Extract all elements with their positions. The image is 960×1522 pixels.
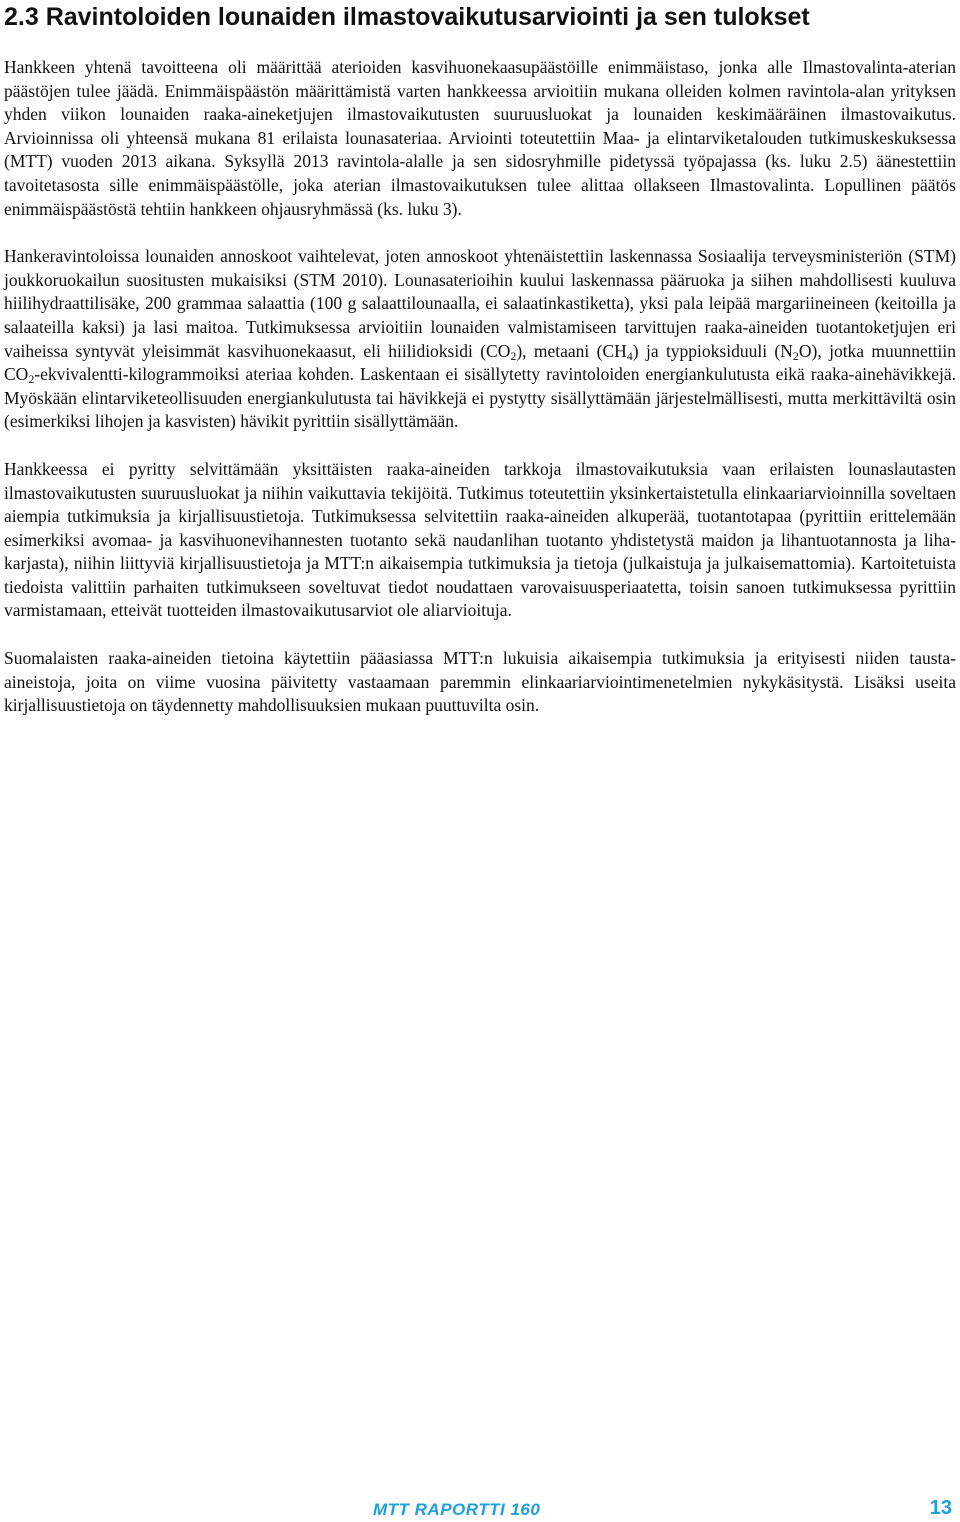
paragraph-2-text: Hankeravintoloissa lounaiden annoskoot vaihtelevat, joten annoskoot yhtenäistettiin laskennassa Sosiaalija terveysministeriön (STM) joukkoruokailun suositusten mukaisiksi (STM 2010). Lounasaterioihin kuului laskennassa pääruoka ja siihen mahdollisesti kuuluva hiilihydraattilisäke, 200 grammaa salaattia (100 g salaattilounaalla, ei salaatinkastiketta), yksi pala leipää margariineineen (keitoilla ja salaateilla kaksi) ja lasi maitoa. Tutkimuksessa arvioitiin lounaiden valmistamiseen tarvittujen raaka-aineiden tuotantoketjujen eri vaiheissa syntyvät yleisimmät kasvihuonekaasut, eli hiilidioksidi (CO [4,246,956,361]
paragraph-1: Hankkeen yhtenä tavoitteena oli määrittää aterioiden kasvihuonekaasupäästöille enimmäistaso, jonka alle Ilmastovalinta-aterian päästöjen tulee jäädä. Enimmäispäästön määrittämistä varten hankkeessa arvioitiin mukana olleiden kolmen ravintola-alan yrityksen yhden viikon lounaiden raaka-aineketjujen ilmastovaikutusten suuruusluokat ja lounaiden keskimääräinen ilmastovaikutus. Arvioinnissa oli yhteensä mukana 81 erilaista lounasateriaa. Arviointi toteutettiin Maa- ja elintarviketalouden tutkimuskeskuksessa (MTT) vuoden 2013 aikana. Syksyllä 2013 ravintola-alalle ja sen sidosryhmille pidetyssä työpajassa (ks. luku 2.5) äänestettiin tavoitetasosta sille enimmäispäästölle, joka aterian ilmastovaikutuksen tulee alittaa ollakseen Ilmastovalinta. Lopullinen päätös enimmäispäästöstä tehtiin hankkeen ohjausryhmässä (ks. luku 3). [4,57,956,219]
section-heading: 2.3 Ravintoloiden lounaiden ilmastovaikutusarviointi ja sen tulokset [4,3,810,31]
paragraph-2-text: -ekvivalentti-kilogrammoiksi ateriaa kohden. Laskentaan ei sisällytetty ravintoloiden energiankulutusta eikä raaka-ainehävikkejä. Myöskään elintarviketeollisuuden energiankulutusta tai hävikkejä ei pystytty sisällyttämään järjestelmällisesti, mutta merkittäviltä osin (esimerkiksi lihojen ja kasvisten) hävikit pyrittiin sisällyttämään. [4,364,956,432]
document-page [4,0,956,718]
report-series-label: MTT RAPORTTI 160 [373,1500,541,1519]
paragraph-2-text: ) ja typpioksiduuli (N [632,340,793,361]
subscript-ch4: 4 [626,348,633,363]
paragraph-3: Hankkeessa ei pyritty selvittämään yksittäisten raaka-aineiden tarkkoja ilmastovaikutuksia vaan erilaisten lounaslautasten ilmastovaikutusten suuruusluokat ja niihin vaikuttavia tekijöitä. Tutkimus toteutettiin yksinkertaistetulla elinkaariarvioinnilla soveltaen aiempia tutkimuksia ja kirjallisuustietoja. Tutkimuksessa selvitettiin raaka-aineiden alkuperää, tuotantotapaa (pyrittiin erittelemään esimerkiksi avomaa- ja kasvihuonevihannesten tuotanto sekä naudanlihan tuotanto yhdistetystä maidon ja lihantuotannosta ja lihakarjasta), niihin liittyviä kirjallisuustietoja ja MTT:n aikaisempia tutkimuksia ja tietoja (julkaistuja ja julkaisemattomia). Kartoitetuista tiedoista valittiin parhaiten tutkimukseen soveltuvat tiedot noudattaen varovaisuusperiaatetta, toisin sanoen tutkimuksessa pyrittiin varmistamaan, etteivät tuotteiden ilmastovaikutusarviot ole aliarvioituja. [4,458,956,621]
subscript-n2o: 2 [792,348,799,363]
page-number: 13 [929,1497,952,1519]
paragraph-4: Suomalaisten raaka-aineiden tietoina käytettiin pääasiassa MTT:n lukuisia aikaisempia tutkimuksia ja erityisesti niiden tausta-aineistoja, joita on viime vuosina päivitetty vastaamaan paremmin elinkaariarviointimenetelmien nykykäsitystä. Lisäksi useita kirjallisuustietoja on täydennetty mahdollisuuksien mukaan puuttuvilta osin. [4,648,956,716]
page-footer [0,1494,960,1520]
paragraph-2 [4,245,956,434]
paragraph-2-text: ), metaani (CH [516,340,627,361]
subscript-co2-eq: 2 [28,372,35,387]
paragraph-2-text: O), jotka muunnettiin CO [4,340,957,385]
subscript-co2: 2 [510,348,517,363]
